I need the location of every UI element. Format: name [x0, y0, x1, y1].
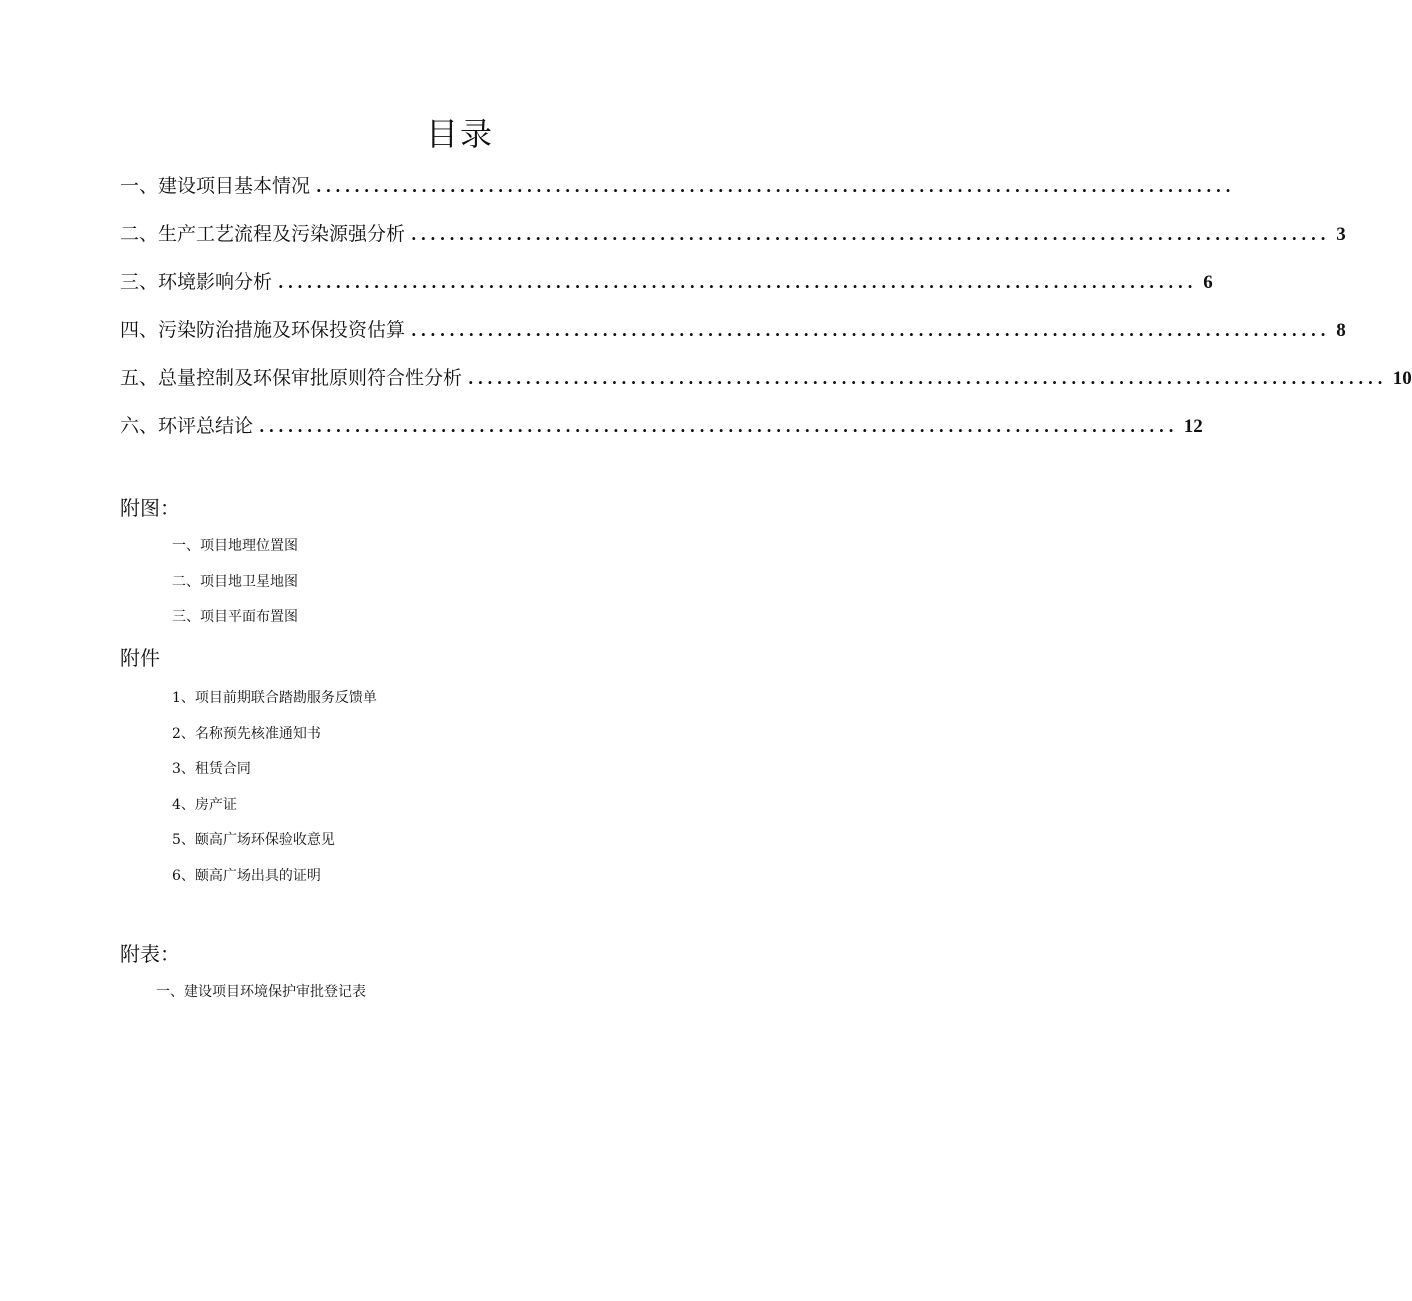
toc-entry-page: 6 [1203, 272, 1213, 293]
figure-item: 二、项目地卫星地图 [172, 573, 298, 590]
attachment-item: 5、颐高广场环保验收意见 [172, 832, 335, 848]
toc-dot-leader: ................................................................................................ [316, 177, 1235, 196]
table-item: 一、建设项目环境保护审批登记表 [156, 984, 366, 1000]
figures-heading: 附图： [120, 496, 180, 520]
toc-entry-page: 12 [1183, 416, 1203, 437]
attachment-item: 6、颐高广场出具的证明 [172, 867, 321, 884]
tables-list [156, 982, 366, 1018]
toc-dot-leader: ................................................................................................ [411, 321, 1330, 340]
attachment-item: 1、项目前期联合踏勘服务反馈单 [172, 690, 377, 706]
figure-item: 一、项目地理位置图 [172, 538, 298, 554]
toc-entry[interactable] [120, 312, 1346, 360]
toc-dot-leader: ................................................................................................ [468, 369, 1387, 388]
toc-entry-label: 一、建设项目基本情况 [120, 175, 311, 197]
toc-entry[interactable] [120, 216, 1346, 264]
toc-entry[interactable] [120, 168, 1235, 216]
toc-entry-page: 10 [1392, 368, 1412, 389]
attachment-item: 4、房产证 [172, 796, 237, 813]
toc-entry-label: 四、污染防治措施及环保投资估算 [120, 319, 406, 341]
attachments-heading: 附件 [120, 646, 160, 670]
toc-dot-leader: ................................................................................................ [411, 225, 1330, 244]
toc-entry-page: 8 [1336, 320, 1346, 341]
page-title: 目录 [425, 115, 494, 153]
toc-entry-label: 五、总量控制及环保审批原则符合性分析 [120, 367, 463, 389]
toc-entry[interactable] [120, 408, 1203, 456]
toc-entry[interactable] [120, 360, 1412, 408]
toc-dot-leader: ................................................................................................ [259, 417, 1178, 436]
figures-list [172, 536, 298, 643]
table-of-contents [120, 168, 1412, 456]
attachment-item: 3、租赁合同 [172, 761, 251, 777]
tables-heading: 附表： [120, 942, 180, 966]
toc-entry-label: 三、环境影响分析 [120, 271, 273, 293]
figure-item: 三、项目平面布置图 [172, 609, 298, 625]
toc-dot-leader: ................................................................................................ [278, 273, 1197, 292]
attachment-item: 2、名称预先核准通知书 [172, 725, 321, 742]
toc-entry[interactable] [120, 264, 1213, 312]
attachments-list [172, 688, 377, 901]
toc-entry-label: 六、环评总结论 [120, 415, 254, 437]
toc-entry-label: 二、生产工艺流程及污染源强分析 [120, 223, 406, 245]
toc-entry-page: 3 [1336, 224, 1346, 245]
